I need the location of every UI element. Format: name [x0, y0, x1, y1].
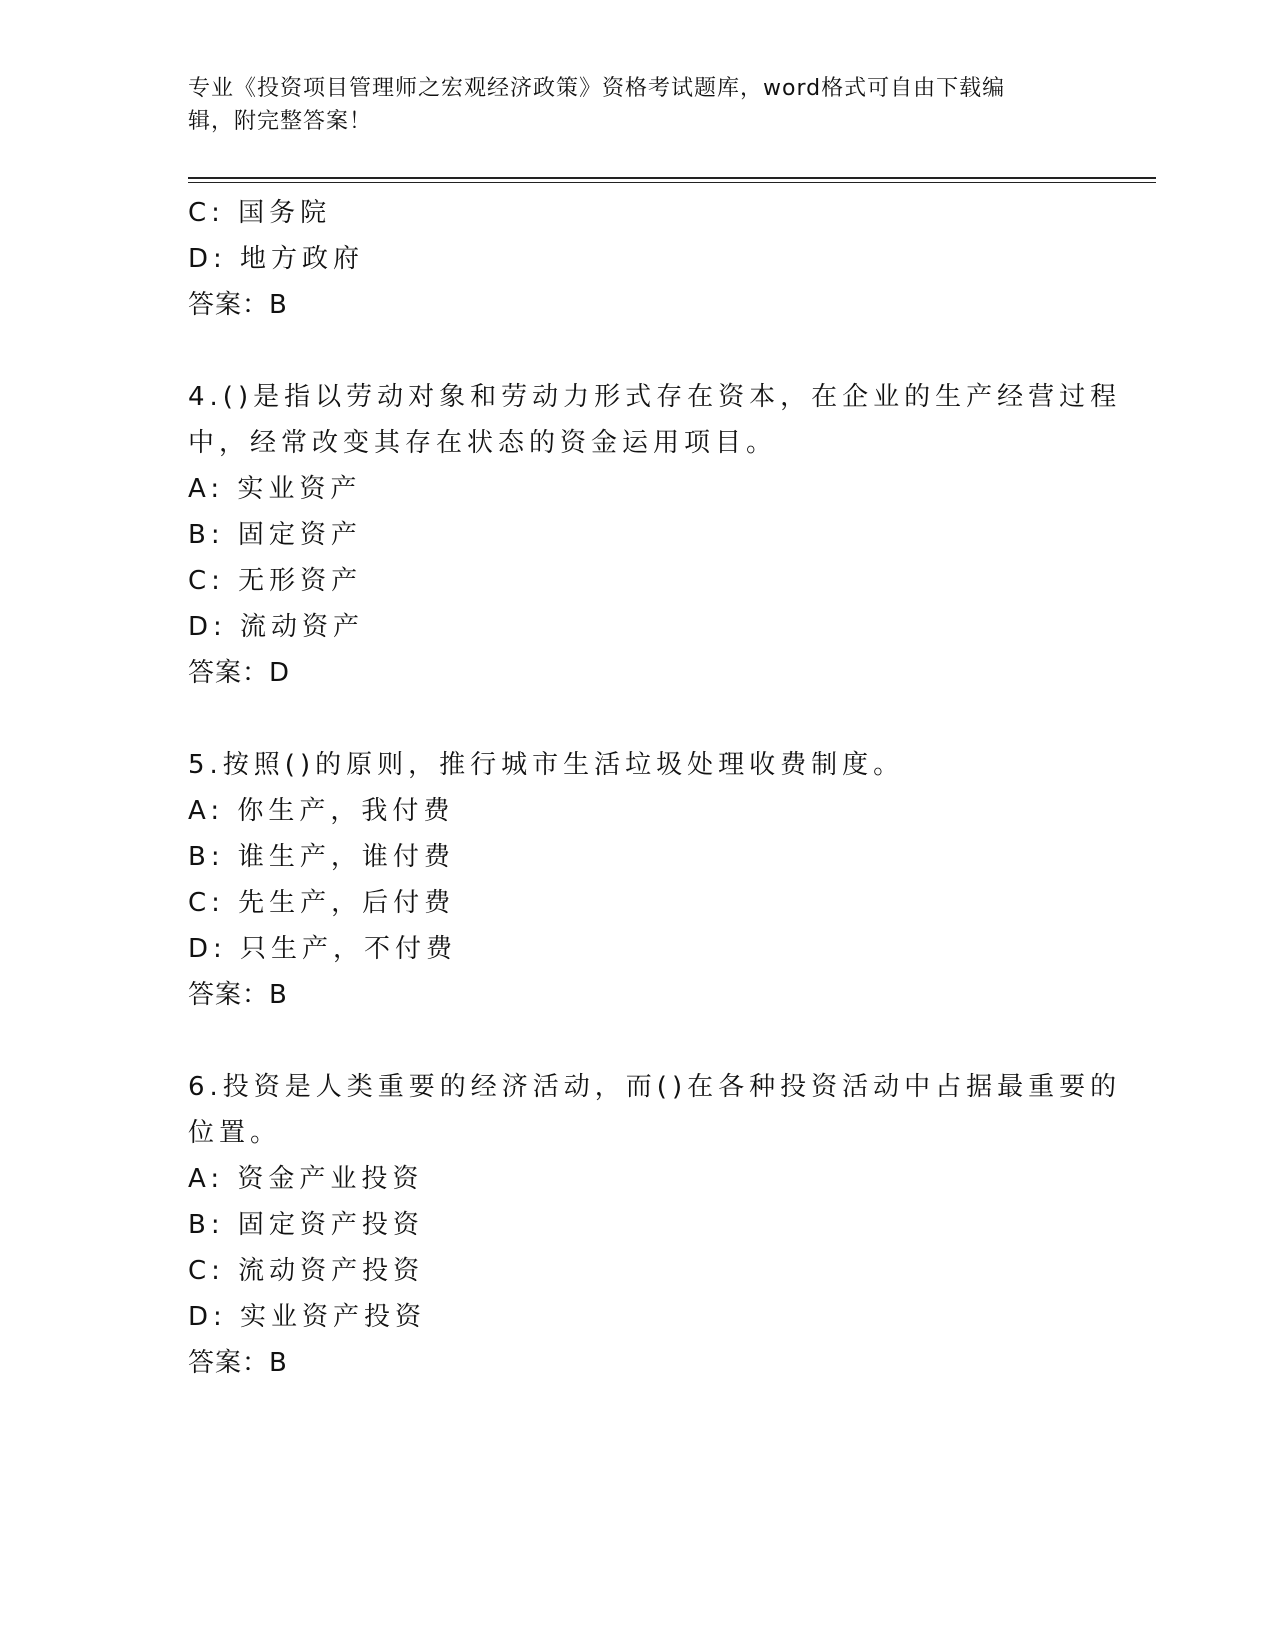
question-4-text-line-2: 中，经常改变其存在状态的资金运用项目。	[188, 428, 778, 458]
option-b: B: 谁生产，谁付费	[188, 842, 455, 872]
question-4-text-line-1: 4.()是指以劳动对象和劳动力形式存在资本，在企业的生产经营过程	[188, 382, 1122, 412]
option-d: D: 实业资产投资	[188, 1302, 427, 1332]
document-header	[188, 72, 1068, 138]
question-6-text-line-2: 位置。	[188, 1118, 282, 1148]
question-content	[188, 190, 1122, 1386]
option-d: D: 只生产，不付费	[188, 934, 458, 964]
answer: 答案：B	[188, 980, 288, 1010]
question-5-text: 5.按照()的原则，推行城市生活垃圾处理收费制度。	[188, 750, 905, 780]
option-d: D: 地方政府	[188, 244, 365, 274]
option-c: C: 无形资产	[188, 566, 363, 596]
option-c: C: 流动资产投资	[188, 1256, 425, 1286]
answer: 答案：D	[188, 658, 291, 688]
header-rule-thick	[188, 177, 1156, 179]
option-b: B: 固定资产	[188, 520, 362, 550]
option-b: B: 固定资产投资	[188, 1210, 424, 1240]
question-6-text-line-1: 6.投资是人类重要的经济活动，而()在各种投资活动中占据最重要的	[188, 1072, 1122, 1102]
answer: 答案：B	[188, 290, 288, 320]
option-a: A: 资金产业投资	[188, 1164, 424, 1194]
header-line-1: 专业《投资项目管理师之宏观经济政策》资格考试题库，word格式可自由下载编	[188, 76, 1006, 101]
option-d: D: 流动资产	[188, 612, 365, 642]
option-a: A: 你生产，我付费	[188, 796, 455, 826]
option-a: A: 实业资产	[188, 474, 362, 504]
header-rule-thin	[188, 182, 1156, 183]
header-line-2: 辑，附完整答案！	[188, 109, 373, 134]
answer: 答案：B	[188, 1348, 288, 1378]
option-c: C: 国务院	[188, 198, 332, 228]
option-c: C: 先生产，后付费	[188, 888, 456, 918]
